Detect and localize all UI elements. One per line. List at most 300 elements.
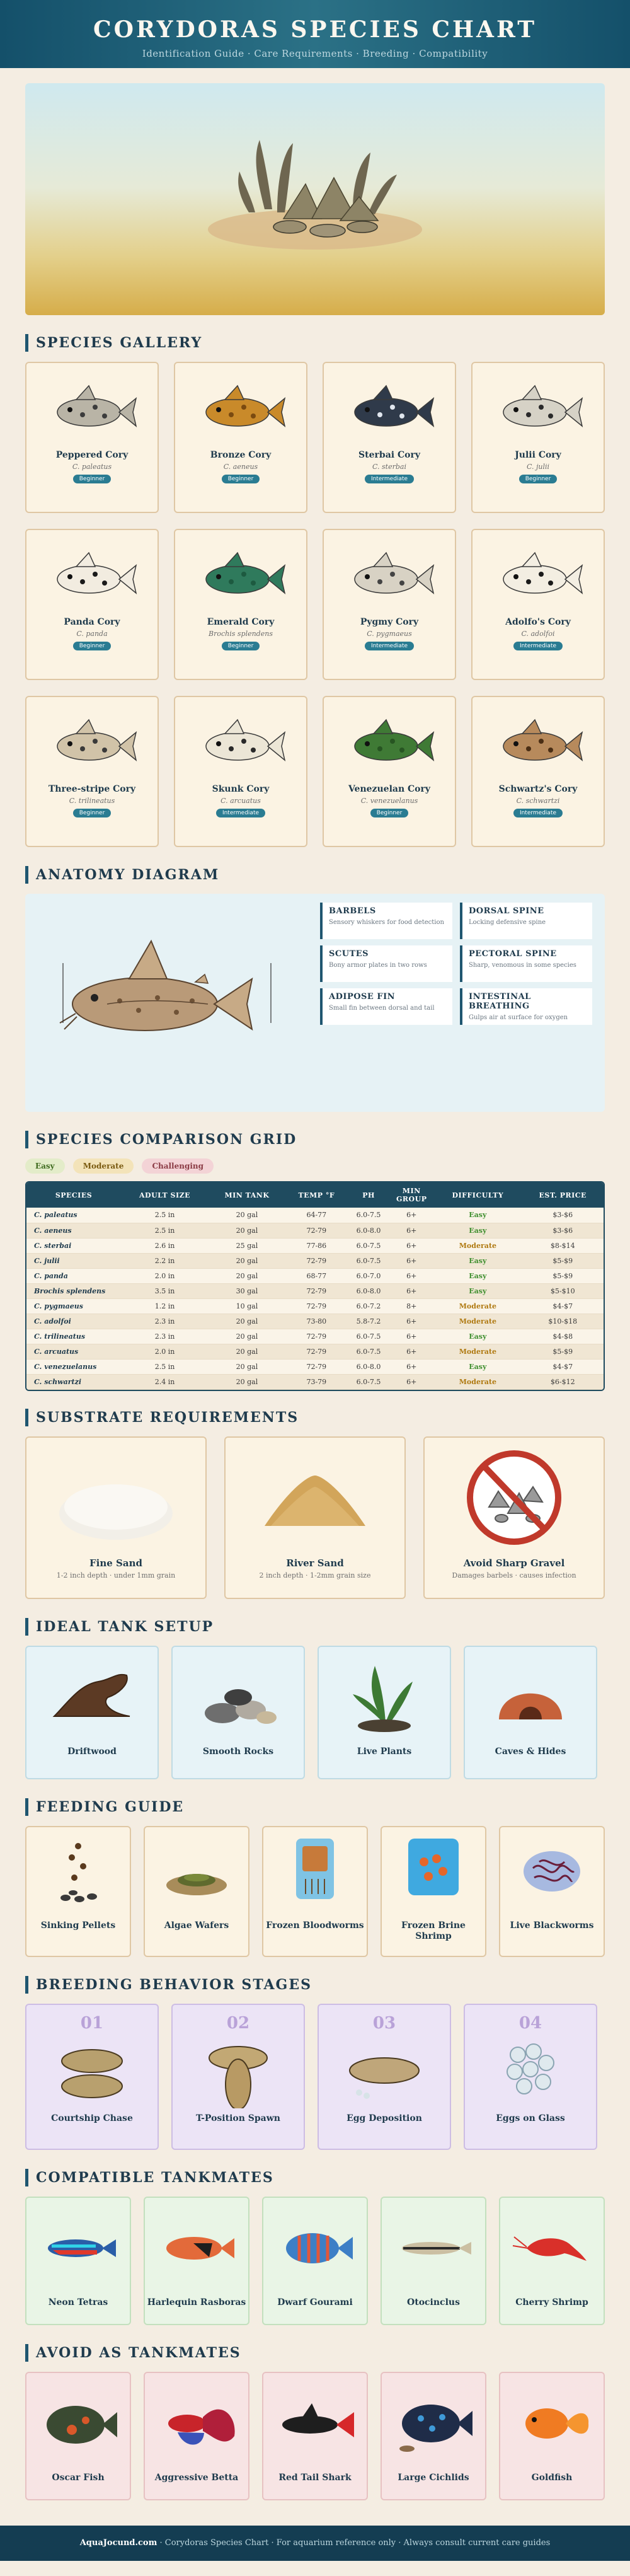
stage-number: 02 — [226, 2013, 250, 2033]
cell: 6+ — [389, 1208, 433, 1223]
difficulty-badge: Intermediate — [365, 475, 414, 483]
stage-name: T-Position Spawn — [196, 2113, 280, 2123]
avoid-card-betta — [144, 2372, 249, 2500]
avoid-label: Large Cichlids — [398, 2472, 469, 2483]
breeding-grid — [25, 2004, 605, 2150]
anatomy-tag-desc: Sharp, venomous in some species — [469, 962, 576, 969]
cell: 20 gal — [209, 1344, 285, 1359]
food-card-sinking-pellets — [25, 1826, 131, 1957]
cell-difficulty: Easy — [433, 1253, 522, 1268]
table-row — [26, 1329, 604, 1344]
table-row — [26, 1374, 604, 1389]
cell: 20 gal — [209, 1223, 285, 1238]
anatomy-tag-title: INTESTINAL BREATHING — [469, 992, 531, 1011]
anatomy-tag-desc: Sensory whiskers for food detection — [329, 919, 444, 926]
tankmate-card-otocinclus — [381, 2197, 486, 2325]
difficulty-badge: Beginner — [73, 475, 112, 483]
cell: 10 gal — [209, 1298, 285, 1314]
cell: $4-$7 — [522, 1298, 604, 1314]
egg-deposition-icon — [334, 2033, 435, 2108]
stage-number: 04 — [518, 2013, 542, 2033]
species-gallery — [25, 362, 605, 847]
species-scientific-name: C. panda — [76, 630, 108, 638]
cell: 2.3 in — [121, 1329, 209, 1344]
anatomy-fish-illustration — [25, 894, 290, 1112]
section-title-compatible: COMPATIBLE TANKMATES — [25, 2169, 605, 2186]
species-card[interactable] — [174, 362, 307, 513]
species-card[interactable] — [323, 362, 456, 513]
food-label: Frozen Bloodworms — [266, 1920, 364, 1931]
table-row — [26, 1238, 604, 1253]
species-card[interactable] — [174, 696, 307, 847]
substrate-desc: 1-2 inch depth · under 1mm grain — [56, 1571, 176, 1580]
cell: $10-$18 — [522, 1314, 604, 1329]
cell: 73-79 — [285, 1374, 348, 1389]
avoid-card-oscar — [25, 2372, 131, 2500]
cell: 6+ — [389, 1268, 433, 1283]
fish-illustration — [342, 549, 437, 606]
cell-species: C. paleatus — [26, 1208, 121, 1223]
cell-difficulty: Moderate — [433, 1238, 522, 1253]
section-title-breeding: BREEDING BEHAVIOR STAGES — [25, 1976, 605, 1994]
food-label: Sinking Pellets — [40, 1920, 116, 1931]
tank-card-live-plants — [318, 1646, 451, 1779]
difficulty-badge: Intermediate — [513, 642, 563, 650]
page-subtitle: Identification Guide · Care Requirements · Breeding · Compatibility — [142, 48, 488, 59]
table-row — [26, 1208, 604, 1223]
cell: 20 gal — [209, 1374, 285, 1389]
species-name: Schwartz's Cory — [498, 784, 578, 794]
cell: 8+ — [389, 1298, 433, 1314]
difficulty-badge: Beginner — [73, 642, 112, 650]
cell: 3.5 in — [121, 1283, 209, 1298]
cell-species: C. trilineatus — [26, 1329, 121, 1344]
cell: 72-79 — [285, 1329, 348, 1344]
cell: $6-$12 — [522, 1374, 604, 1389]
species-card[interactable] — [25, 362, 159, 513]
algae-wafers-icon — [152, 1827, 241, 1915]
cell: $4-$7 — [522, 1359, 604, 1374]
fish-illustration — [45, 382, 139, 439]
page-header — [0, 0, 630, 68]
food-card-frozen-bloodworms — [262, 1826, 368, 1957]
species-name: Pygmy Cory — [360, 617, 419, 627]
species-card[interactable] — [323, 529, 456, 680]
cell-species: C. julii — [26, 1253, 121, 1268]
avoid-label: Goldfish — [531, 2472, 573, 2483]
cell: 2.5 in — [121, 1223, 209, 1238]
difficulty-badge: Intermediate — [216, 809, 265, 817]
col-species: SPECIES — [26, 1182, 121, 1208]
cell: 6+ — [389, 1223, 433, 1238]
substrate-name: Fine Sand — [89, 1557, 142, 1569]
cell: 6+ — [389, 1374, 433, 1389]
cell: $5-$9 — [522, 1253, 604, 1268]
otocinclus-icon — [389, 2198, 478, 2292]
cell: 25 gal — [209, 1238, 285, 1253]
live-plants-icon — [334, 1647, 435, 1741]
cell-difficulty: Easy — [433, 1283, 522, 1298]
tankmate-card-dwarf-gourami — [262, 2197, 368, 2325]
difficulty-badge: Beginner — [370, 809, 409, 817]
frozen-bloodworms-icon — [271, 1827, 359, 1915]
cell: 73-80 — [285, 1314, 348, 1329]
substrate-card-avoid-gravel — [423, 1436, 605, 1599]
cell: $5-$9 — [522, 1344, 604, 1359]
river-sand-illustration — [252, 1438, 378, 1551]
species-scientific-name: C. pygmaeus — [367, 630, 412, 638]
cell: 72-79 — [285, 1253, 348, 1268]
species-scientific-name: C. schwartzi — [516, 797, 560, 805]
stage-name: Eggs on Glass — [496, 2113, 565, 2123]
cichlid-icon — [389, 2373, 478, 2468]
table-header-row — [26, 1182, 604, 1208]
table-row — [26, 1283, 604, 1298]
cell: 68-77 — [285, 1268, 348, 1283]
t-position-icon — [188, 2033, 289, 2108]
tankmate-label: Otocinclus — [407, 2297, 460, 2307]
stage-name: Courtship Chase — [51, 2113, 133, 2123]
species-card[interactable] — [323, 696, 456, 847]
substrate-grid — [25, 1436, 605, 1599]
cell: 6.0-7.5 — [348, 1374, 389, 1389]
cell: 6.0-8.0 — [348, 1359, 389, 1374]
species-card[interactable] — [174, 529, 307, 680]
cell: 6+ — [389, 1283, 433, 1298]
col-min-group: MIN GROUP — [389, 1182, 433, 1208]
species-card[interactable] — [25, 696, 159, 847]
cell: $3-$6 — [522, 1208, 604, 1223]
anatomy-tag-title: PECTORAL SPINE — [469, 949, 557, 959]
table-row — [26, 1344, 604, 1359]
cell-difficulty: Easy — [433, 1359, 522, 1374]
anatomy-tag-dorsal-spine — [460, 903, 592, 939]
cell: 72-79 — [285, 1359, 348, 1374]
cell: 6.0-7.2 — [348, 1298, 389, 1314]
cave-icon — [480, 1647, 581, 1741]
anatomy-diagram — [25, 894, 605, 1112]
cell: 20 gal — [209, 1208, 285, 1223]
species-scientific-name: C. arcuatus — [220, 797, 261, 805]
cell: 20 gal — [209, 1268, 285, 1283]
section-title-grid: SPECIES COMPARISON GRID — [25, 1131, 605, 1148]
difficulty-badge: Beginner — [222, 642, 260, 650]
cell: $5-$9 — [522, 1268, 604, 1283]
species-scientific-name: C. adolfoi — [521, 630, 555, 638]
species-scientific-name: C. aeneus — [223, 463, 258, 471]
avoid-grid — [25, 2372, 605, 2500]
cell: 6+ — [389, 1238, 433, 1253]
cell: 20 gal — [209, 1253, 285, 1268]
frozen-brine-shrimp-icon — [389, 1827, 478, 1915]
anatomy-tag-desc: Gulps air at surface for oxygen — [469, 1014, 568, 1021]
avoid-card-large-cichlids — [381, 2372, 486, 2500]
avoid-label: Red Tail Shark — [278, 2472, 352, 2483]
difficulty-legend — [25, 1158, 605, 1174]
cell: 1.2 in — [121, 1298, 209, 1314]
col-difficulty: DIFFICULTY — [433, 1182, 522, 1208]
cell: 77-86 — [285, 1238, 348, 1253]
cell-species: C. panda — [26, 1268, 121, 1283]
cell-difficulty: Moderate — [433, 1344, 522, 1359]
cell: 5.8-7.2 — [348, 1314, 389, 1329]
legend-moderate: Moderate — [73, 1158, 134, 1174]
breeding-stage-2 — [171, 2004, 305, 2150]
tankmate-card-neon-tetra — [25, 2197, 131, 2325]
fish-illustration — [45, 549, 139, 606]
tank-item-label: Live Plants — [357, 1746, 412, 1757]
legend-easy: Easy — [25, 1158, 65, 1174]
table-row — [26, 1298, 604, 1314]
cell: 20 gal — [209, 1359, 285, 1374]
section-title-substrate: SUBSTRATE REQUIREMENTS — [25, 1409, 605, 1426]
cell-species: Brochis splendens — [26, 1283, 121, 1298]
cell-difficulty: Easy — [433, 1268, 522, 1283]
avoid-card-goldfish — [499, 2372, 605, 2500]
species-name: Julii Cory — [515, 450, 561, 460]
tank-setup-grid — [25, 1646, 605, 1779]
tank-card-caves — [464, 1646, 597, 1779]
tankmate-label: Neon Tetras — [48, 2297, 108, 2307]
cell-difficulty: Moderate — [433, 1298, 522, 1314]
cell: 6.0-7.5 — [348, 1344, 389, 1359]
no-gravel-icon — [451, 1438, 577, 1551]
cell: 72-79 — [285, 1283, 348, 1298]
food-label: Frozen Brine Shrimp — [401, 1920, 466, 1941]
difficulty-badge: Intermediate — [513, 809, 563, 817]
cell: 2.0 in — [121, 1344, 209, 1359]
hero-illustration — [25, 83, 605, 315]
anatomy-tag-scutes — [320, 945, 452, 982]
substrate-card-river-sand — [224, 1436, 406, 1599]
tankmate-label: Dwarf Gourami — [277, 2297, 353, 2307]
eggs-on-glass-icon — [480, 2033, 581, 2108]
species-scientific-name: C. trilineatus — [69, 797, 115, 805]
courtship-icon — [42, 2033, 142, 2108]
col-adult-size: ADULT SIZE — [121, 1182, 209, 1208]
fish-illustration — [193, 549, 288, 606]
section-title-tank: IDEAL TANK SETUP — [25, 1618, 605, 1636]
substrate-desc: 2 inch depth · 1-2mm grain size — [259, 1571, 371, 1580]
tank-card-smooth-rocks — [171, 1646, 305, 1779]
table-row — [26, 1268, 604, 1283]
table-row — [26, 1223, 604, 1238]
feeding-grid — [25, 1826, 605, 1957]
species-name: Three-stripe Cory — [48, 784, 136, 794]
avoid-label: Aggressive Betta — [154, 2472, 239, 2483]
cell: 72-79 — [285, 1344, 348, 1359]
fish-illustration — [45, 716, 139, 773]
food-card-frozen-brine-shrimp — [381, 1826, 486, 1957]
species-name: Emerald Cory — [207, 617, 275, 627]
fish-illustration — [342, 382, 437, 439]
food-card-live-blackworms — [499, 1826, 605, 1957]
difficulty-badge: Intermediate — [365, 642, 414, 650]
col-ph: PH — [348, 1182, 389, 1208]
food-card-algae-wafers — [144, 1826, 249, 1957]
fish-illustration — [193, 382, 288, 439]
dwarf-gourami-icon — [271, 2198, 359, 2292]
section-title-anatomy: ANATOMY DIAGRAM — [25, 866, 605, 884]
cell: 6.0-8.0 — [348, 1223, 389, 1238]
substrate-name: River Sand — [286, 1557, 344, 1569]
cell: 6+ — [389, 1359, 433, 1374]
section-title-avoid: AVOID AS TANKMATES — [25, 2344, 605, 2362]
cell-species: C. pygmaeus — [26, 1298, 121, 1314]
smooth-rocks-icon — [188, 1647, 289, 1741]
neon-tetra-icon — [34, 2198, 122, 2292]
species-name: Venezuelan Cory — [348, 784, 431, 794]
cell: $3-$6 — [522, 1223, 604, 1238]
col-temp: TEMP °F — [285, 1182, 348, 1208]
cell: 2.4 in — [121, 1374, 209, 1389]
sinking-pellets-icon — [34, 1827, 122, 1915]
species-scientific-name: C. venezuelanus — [360, 797, 418, 805]
fish-illustration — [491, 549, 585, 606]
cell: $4-$8 — [522, 1329, 604, 1344]
anatomy-tag-desc: Small fin between dorsal and tail — [329, 1005, 435, 1012]
harlequin-rasbora-icon — [152, 2198, 241, 2292]
substrate-card-fine-sand — [25, 1436, 207, 1599]
species-comparison-table — [25, 1181, 605, 1391]
avoid-label: Oscar Fish — [52, 2472, 105, 2483]
cell: 6+ — [389, 1344, 433, 1359]
stage-number: 01 — [80, 2013, 104, 2033]
anatomy-tag-title: DORSAL SPINE — [469, 906, 544, 916]
cherry-shrimp-icon — [508, 2198, 596, 2292]
species-name: Peppered Cory — [55, 450, 129, 460]
substrate-name: Avoid Sharp Gravel — [463, 1557, 565, 1569]
food-label: Live Blackworms — [510, 1920, 594, 1931]
anatomy-tag-desc: Locking defensive spine — [469, 919, 546, 926]
species-card[interactable] — [25, 529, 159, 680]
driftwood-icon — [42, 1647, 142, 1741]
cell: 72-79 — [285, 1223, 348, 1238]
table-row — [26, 1314, 604, 1329]
fish-illustration — [491, 382, 585, 439]
cell: 6.0-8.0 — [348, 1283, 389, 1298]
cell: $8-$14 — [522, 1238, 604, 1253]
food-label: Algae Wafers — [164, 1920, 229, 1931]
anatomy-tag-adipose-fin — [320, 988, 452, 1025]
page-title: CORYDORAS SPECIES CHART — [93, 16, 537, 43]
cell: 6.0-7.5 — [348, 1329, 389, 1344]
tank-item-label: Caves & Hides — [495, 1746, 566, 1757]
compatible-grid — [25, 2197, 605, 2325]
table-row — [26, 1253, 604, 1268]
anatomy-tag-desc: Bony armor plates in two rows — [329, 962, 427, 969]
species-card[interactable] — [471, 696, 605, 847]
anatomy-tag-title: ADIPOSE FIN — [329, 992, 396, 1002]
section-title-feeding: FEEDING GUIDE — [25, 1798, 605, 1816]
tankmate-card-harlequin-rasbora — [144, 2197, 249, 2325]
species-card[interactable] — [471, 529, 605, 680]
substrate-desc: Damages barbels · causes infection — [452, 1571, 576, 1580]
cell: 2.0 in — [121, 1268, 209, 1283]
cell: 2.5 in — [121, 1208, 209, 1223]
cell-species: C. adolfoi — [26, 1314, 121, 1329]
cell-species: C. venezuelanus — [26, 1359, 121, 1374]
breeding-stage-4 — [464, 2004, 597, 2150]
cell: 2.6 in — [121, 1238, 209, 1253]
cell: 6.0-7.5 — [348, 1208, 389, 1223]
breeding-stage-1 — [25, 2004, 159, 2150]
tankmate-card-cherry-shrimp — [499, 2197, 605, 2325]
breeding-stage-3 — [318, 2004, 451, 2150]
goldfish-icon — [508, 2373, 596, 2468]
stage-name: Egg Deposition — [346, 2113, 422, 2123]
cell-difficulty: Moderate — [433, 1314, 522, 1329]
cell: 30 gal — [209, 1283, 285, 1298]
difficulty-badge: Beginner — [73, 809, 112, 817]
legend-challenging: Challenging — [142, 1158, 214, 1174]
tank-item-label: Smooth Rocks — [202, 1746, 274, 1757]
cell: 6+ — [389, 1253, 433, 1268]
species-name: Bronze Cory — [210, 450, 272, 460]
anatomy-tag-title: BARBELS — [329, 906, 376, 916]
species-scientific-name: C. paleatus — [72, 463, 112, 471]
species-name: Panda Cory — [64, 617, 120, 627]
anatomy-tag-pectoral-spine — [460, 945, 592, 982]
live-blackworms-icon — [508, 1827, 596, 1915]
cell: 6.0-7.0 — [348, 1268, 389, 1283]
cell-species: C. arcuatus — [26, 1344, 121, 1359]
fish-illustration — [342, 716, 437, 773]
tankmate-label: Harlequin Rasboras — [147, 2297, 246, 2307]
species-scientific-name: C. julii — [526, 463, 550, 471]
cell: 2.5 in — [121, 1359, 209, 1374]
footer-site[interactable]: AquaJocund.com — [79, 2538, 158, 2548]
col-min-tank: MIN TANK — [209, 1182, 285, 1208]
table-row — [26, 1359, 604, 1374]
cell: 20 gal — [209, 1314, 285, 1329]
species-scientific-name: C. sterbai — [372, 463, 406, 471]
cell-difficulty: Easy — [433, 1208, 522, 1223]
cell: 72-79 — [285, 1298, 348, 1314]
species-name: Sterbai Cory — [358, 450, 420, 460]
cell: 64-77 — [285, 1208, 348, 1223]
anatomy-tag-title: SCUTES — [329, 949, 369, 959]
cell-difficulty: Moderate — [433, 1374, 522, 1389]
cell-species: C. sterbai — [26, 1238, 121, 1253]
cell: 6.0-7.5 — [348, 1253, 389, 1268]
red-tail-shark-icon — [271, 2373, 359, 2468]
cell: 6+ — [389, 1314, 433, 1329]
col-price: EST. PRICE — [522, 1182, 604, 1208]
fish-illustration — [193, 716, 288, 773]
betta-fish-icon — [152, 2373, 241, 2468]
tankmate-label: Cherry Shrimp — [515, 2297, 588, 2307]
cell: 2.2 in — [121, 1253, 209, 1268]
cell-difficulty: Easy — [433, 1329, 522, 1344]
cell: 2.3 in — [121, 1314, 209, 1329]
fine-sand-illustration — [53, 1438, 179, 1551]
cell: 20 gal — [209, 1329, 285, 1344]
species-scientific-name: Brochis splendens — [209, 630, 273, 638]
section-title-gallery: SPECIES GALLERY — [25, 334, 605, 352]
hero-tank-scene — [25, 83, 605, 315]
difficulty-badge: Beginner — [519, 475, 558, 483]
cell-species: C. aeneus — [26, 1223, 121, 1238]
fish-illustration — [491, 716, 585, 773]
cell: 6+ — [389, 1329, 433, 1344]
tank-item-label: Driftwood — [67, 1746, 117, 1757]
cell-species: C. schwartzi — [26, 1374, 121, 1389]
page-footer — [0, 2526, 630, 2561]
species-name: Skunk Cory — [212, 784, 270, 794]
difficulty-badge: Beginner — [222, 475, 260, 483]
species-card[interactable] — [471, 362, 605, 513]
